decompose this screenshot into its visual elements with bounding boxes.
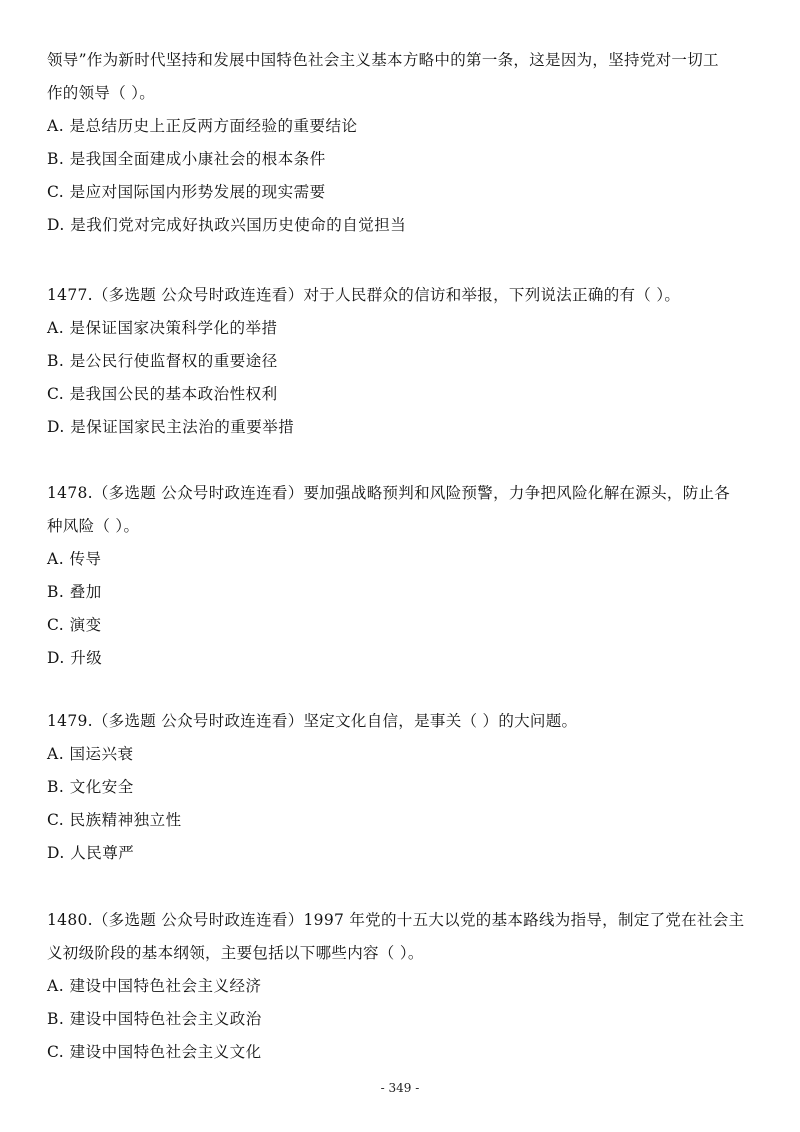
option-d: D. 升级 xyxy=(47,649,103,667)
question-1478 xyxy=(47,477,753,675)
question-stem-line: 1479.（多选题 公众号时政连连看）坚定文化自信，是事关（ ）的大问题。 xyxy=(47,712,578,730)
question-stem-line: 种风险（ ）。 xyxy=(47,517,140,535)
option-d: D. 是我们党对完成好执政兴国历史使命的自觉担当 xyxy=(47,216,407,234)
question-1480 xyxy=(47,904,753,1069)
page-number: - 349 - xyxy=(380,1081,420,1095)
question-continuation xyxy=(47,44,753,242)
question-stem-line: 1478.（多选题 公众号时政连连看）要加强战略预判和风险预警，力争把风险化解在源头，防止各 xyxy=(47,484,731,502)
question-stem-line: 领导”作为新时代坚持和发展中国特色社会主义基本方略中的第一条，这是因为，坚持党对一切工 xyxy=(47,51,719,69)
option-b: B. 建设中国特色社会主义政治 xyxy=(47,1010,262,1028)
option-d: D. 人民尊严 xyxy=(47,844,135,862)
option-a: A. 是总结历史上正反两方面经验的重要结论 xyxy=(47,117,358,135)
question-stem-line: 作的领导（ ）。 xyxy=(47,84,156,102)
question-1477 xyxy=(47,279,753,444)
option-c: C. 建设中国特色社会主义文化 xyxy=(47,1043,262,1061)
option-b: B. 文化安全 xyxy=(47,778,134,796)
option-a: A. 传导 xyxy=(47,550,102,568)
question-stem-line: 1477.（多选题 公众号时政连连看）对于人民群众的信访和举报，下列说法正确的有（ ）。 xyxy=(47,286,681,304)
option-b: B. 叠加 xyxy=(47,583,102,601)
option-c: C. 是我国公民的基本政治性权利 xyxy=(47,385,278,403)
option-a: A. 国运兴衰 xyxy=(47,745,134,763)
question-stem-line: 义初级阶段的基本纲领，主要包括以下哪些内容（ ）。 xyxy=(47,944,424,962)
question-1479 xyxy=(47,705,753,870)
question-stem-line: 1480.（多选题 公众号时政连连看）1997 年党的十五大以党的基本路线为指导，制定了党在社会主 xyxy=(47,911,745,929)
option-c: C. 民族精神独立性 xyxy=(47,811,182,829)
option-d: D. 是保证国家民主法治的重要举措 xyxy=(47,418,295,436)
option-a: A. 建设中国特色社会主义经济 xyxy=(47,977,262,995)
option-c: C. 是应对国际国内形势发展的现实需要 xyxy=(47,183,326,201)
option-b: B. 是公民行使监督权的重要途径 xyxy=(47,352,278,370)
option-a: A. 是保证国家决策科学化的举措 xyxy=(47,319,278,337)
option-b: B. 是我国全面建成小康社会的根本条件 xyxy=(47,150,326,168)
option-c: C. 演变 xyxy=(47,616,102,634)
